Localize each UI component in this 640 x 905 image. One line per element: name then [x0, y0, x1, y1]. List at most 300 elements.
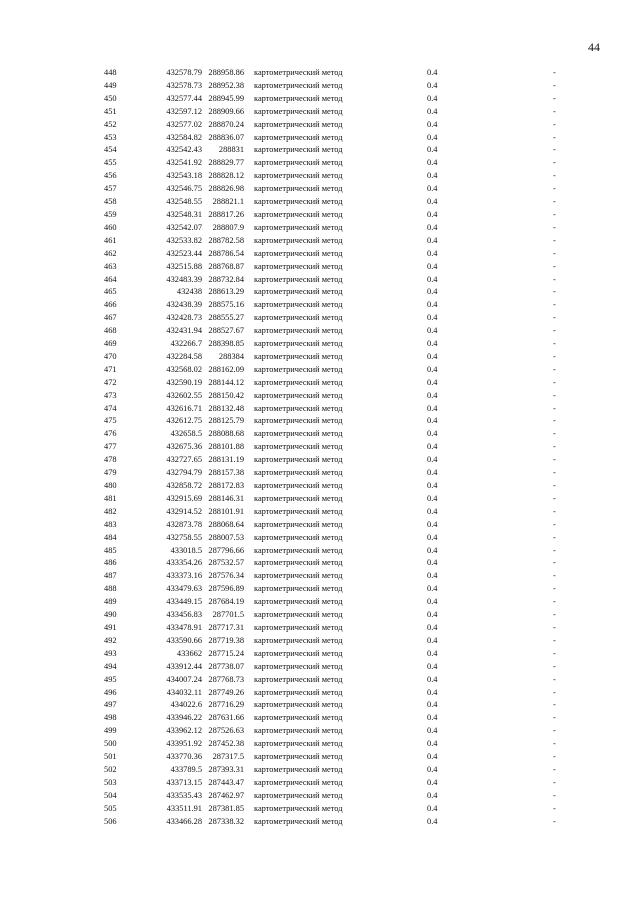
coordinate-y: 287749.26 — [208, 687, 244, 697]
accuracy-cell: 0.4 — [427, 674, 438, 684]
note-cell: - — [553, 261, 556, 271]
table-row — [0, 106, 640, 119]
accuracy-cell: 0.4 — [427, 429, 438, 439]
coordinate-y: 288088.68 — [208, 429, 244, 439]
note-cell: - — [553, 93, 556, 103]
method-cell: картометрический метод — [254, 390, 343, 400]
accuracy-cell: 0.4 — [427, 558, 438, 568]
table-row — [0, 661, 640, 674]
accuracy-cell: 0.4 — [427, 209, 438, 219]
table-row — [0, 803, 640, 816]
note-cell: - — [553, 519, 556, 529]
accuracy-cell: 0.4 — [427, 700, 438, 710]
method-cell: картометрический метод — [254, 481, 343, 490]
note-cell: - — [553, 300, 556, 310]
note-cell: - — [553, 661, 556, 671]
coordinate-y: 288828.12 — [208, 171, 244, 181]
accuracy-cell: 0.4 — [427, 364, 438, 374]
coordinate-y: 288146.31 — [208, 493, 244, 503]
coordinate-y: 288782.58 — [208, 235, 244, 245]
accuracy-cell: 0.4 — [427, 455, 438, 465]
coordinate-y: 288807.9 — [212, 222, 244, 232]
method-cell: картометрический метод — [254, 184, 343, 194]
table-row — [0, 570, 640, 583]
method-cell: картометрический метод — [254, 119, 343, 129]
note-cell: - — [553, 351, 556, 361]
note-cell: - — [553, 584, 556, 594]
note-cell: - — [553, 597, 556, 607]
coordinate-y: 287715.24 — [208, 648, 244, 658]
note-cell: - — [553, 403, 556, 413]
note-cell: - — [553, 390, 556, 400]
coordinate-y: 287338.32 — [208, 816, 244, 826]
point-number: 479 — [104, 468, 117, 478]
table-row — [0, 635, 640, 648]
method-cell: картометрический метод — [254, 145, 343, 155]
coordinate-x: 434022.6 — [170, 700, 202, 710]
coordinate-y: 287452.38 — [208, 739, 244, 749]
note-cell: - — [553, 764, 556, 774]
method-cell: картометрический метод — [254, 713, 343, 723]
accuracy-cell: 0.4 — [427, 326, 438, 336]
point-number: 480 — [104, 481, 117, 490]
method-cell: картометрический метод — [254, 326, 343, 336]
coordinate-x: 432542.43 — [166, 145, 202, 155]
method-cell: картометрический метод — [254, 506, 343, 516]
coordinate-x: 433535.43 — [166, 790, 202, 800]
accuracy-cell: 0.4 — [427, 287, 438, 297]
method-cell: картометрический метод — [254, 777, 343, 787]
table-row — [0, 454, 640, 467]
table-row — [0, 415, 640, 428]
table-row — [0, 609, 640, 622]
table-row — [0, 299, 640, 312]
point-number: 478 — [104, 455, 117, 465]
note-cell: - — [553, 313, 556, 323]
coordinate-x: 433449.15 — [166, 597, 202, 607]
coordinate-y: 288150.42 — [208, 390, 244, 400]
note-cell: - — [553, 481, 556, 490]
note-cell: - — [553, 726, 556, 736]
accuracy-cell: 0.4 — [427, 403, 438, 413]
method-cell: картометрический метод — [254, 351, 343, 361]
accuracy-cell: 0.4 — [427, 184, 438, 194]
coordinate-x: 432590.19 — [166, 377, 202, 387]
accuracy-cell: 0.4 — [427, 339, 438, 349]
coordinate-y: 288157.38 — [208, 468, 244, 478]
coordinate-x: 432758.55 — [166, 532, 202, 542]
note-cell: - — [553, 287, 556, 297]
coordinate-y: 288101.91 — [208, 506, 244, 516]
coordinate-x: 433373.16 — [166, 571, 202, 581]
table-row — [0, 506, 640, 519]
coordinate-y: 288821.1 — [212, 197, 244, 207]
coordinate-y: 287462.97 — [208, 790, 244, 800]
note-cell: - — [553, 532, 556, 542]
accuracy-cell: 0.4 — [427, 119, 438, 129]
point-number: 504 — [104, 790, 117, 800]
note-cell: - — [553, 442, 556, 452]
point-number: 453 — [104, 132, 117, 142]
coordinate-x: 432284.58 — [166, 351, 202, 361]
point-number: 503 — [104, 777, 117, 787]
accuracy-cell: 0.4 — [427, 377, 438, 387]
method-cell: картометрический метод — [254, 545, 343, 555]
table-row — [0, 428, 640, 441]
table-row — [0, 790, 640, 803]
point-number: 462 — [104, 248, 117, 258]
table-row — [0, 493, 640, 506]
accuracy-cell: 0.4 — [427, 390, 438, 400]
table-row — [0, 119, 640, 132]
method-cell: картометрический метод — [254, 197, 343, 207]
accuracy-cell: 0.4 — [427, 726, 438, 736]
note-cell: - — [553, 106, 556, 116]
note-cell: - — [553, 222, 556, 232]
note-cell: - — [553, 119, 556, 129]
accuracy-cell: 0.4 — [427, 351, 438, 361]
method-cell: картометрический метод — [254, 648, 343, 658]
method-cell: картометрический метод — [254, 468, 343, 478]
coordinate-x: 432658.5 — [170, 429, 202, 439]
accuracy-cell: 0.4 — [427, 248, 438, 258]
coordinate-x: 432548.31 — [166, 209, 202, 219]
coordinate-y: 287393.31 — [208, 764, 244, 774]
note-cell: - — [553, 80, 556, 90]
accuracy-cell: 0.4 — [427, 235, 438, 245]
table-row — [0, 545, 640, 558]
table-row — [0, 674, 640, 687]
point-number: 489 — [104, 597, 117, 607]
coordinate-x: 433770.36 — [166, 752, 202, 762]
coordinate-y: 288732.84 — [208, 274, 244, 284]
coordinate-y: 288836.07 — [208, 132, 244, 142]
table-row — [0, 351, 640, 364]
method-cell: картометрический метод — [254, 377, 343, 387]
point-number: 483 — [104, 519, 117, 529]
coordinate-y: 287532.57 — [208, 558, 244, 568]
accuracy-cell: 0.4 — [427, 442, 438, 452]
coordinate-x: 432584.82 — [166, 132, 202, 142]
point-number: 448 — [104, 68, 117, 77]
table-row — [0, 441, 640, 454]
table-row — [0, 377, 640, 390]
coordinate-x: 433478.91 — [166, 622, 202, 632]
method-cell: картометрический метод — [254, 803, 343, 813]
table-row — [0, 196, 640, 209]
method-cell: картометрический метод — [254, 661, 343, 671]
accuracy-cell: 0.4 — [427, 739, 438, 749]
note-cell: - — [553, 158, 556, 168]
note-cell: - — [553, 816, 556, 826]
coordinate-x: 432858.72 — [166, 481, 202, 490]
method-cell: картометрический метод — [254, 235, 343, 245]
note-cell: - — [553, 777, 556, 787]
table-row — [0, 261, 640, 274]
accuracy-cell: 0.4 — [427, 545, 438, 555]
coordinate-x: 432612.75 — [166, 416, 202, 426]
coordinate-x: 433354.26 — [166, 558, 202, 568]
coordinate-x: 432431.94 — [166, 326, 202, 336]
accuracy-cell: 0.4 — [427, 222, 438, 232]
point-number: 482 — [104, 506, 117, 516]
coordinate-y: 288768.87 — [208, 261, 244, 271]
method-cell: картометрический метод — [254, 571, 343, 581]
coordinate-y: 288870.24 — [208, 119, 244, 129]
method-cell: картометрический метод — [254, 222, 343, 232]
note-cell: - — [553, 687, 556, 697]
accuracy-cell: 0.4 — [427, 648, 438, 658]
coordinate-x: 432914.52 — [166, 506, 202, 516]
coordinate-x: 432727.65 — [166, 455, 202, 465]
table-row — [0, 699, 640, 712]
coordinate-y: 288909.66 — [208, 106, 244, 116]
coordinate-y: 288786.54 — [208, 248, 244, 258]
accuracy-cell: 0.4 — [427, 145, 438, 155]
method-cell: картометрический метод — [254, 700, 343, 710]
note-cell: - — [553, 571, 556, 581]
method-cell: картометрический метод — [254, 584, 343, 594]
note-cell: - — [553, 429, 556, 439]
point-number: 461 — [104, 235, 117, 245]
coordinate-x: 432578.73 — [166, 80, 202, 90]
table-row — [0, 816, 640, 829]
method-cell: картометрический метод — [254, 610, 343, 620]
coordinate-x: 433962.12 — [166, 726, 202, 736]
method-cell: картометрический метод — [254, 455, 343, 465]
point-number: 494 — [104, 661, 117, 671]
table-row — [0, 725, 640, 738]
point-number: 456 — [104, 171, 117, 181]
table-row — [0, 467, 640, 480]
accuracy-cell: 0.4 — [427, 519, 438, 529]
method-cell: картометрический метод — [254, 364, 343, 374]
table-row — [0, 183, 640, 196]
point-number: 498 — [104, 713, 117, 723]
table-row — [0, 751, 640, 764]
coordinate-y: 288831 — [218, 145, 244, 155]
method-cell: картометрический метод — [254, 493, 343, 503]
coordinate-x: 432483.39 — [166, 274, 202, 284]
note-cell: - — [553, 468, 556, 478]
coordinate-x: 432568.02 — [166, 364, 202, 374]
method-cell: картометрический метод — [254, 68, 343, 77]
table-row — [0, 764, 640, 777]
coordinate-y: 287684.19 — [208, 597, 244, 607]
point-number: 463 — [104, 261, 117, 271]
table-row — [0, 557, 640, 570]
method-cell: картометрический метод — [254, 558, 343, 568]
method-cell: картометрический метод — [254, 171, 343, 181]
note-cell: - — [553, 184, 556, 194]
coordinate-y: 288131.19 — [208, 455, 244, 465]
coordinate-x: 432266.7 — [170, 339, 202, 349]
table-row — [0, 67, 640, 80]
coordinate-x: 432548.55 — [166, 197, 202, 207]
point-number: 486 — [104, 558, 117, 568]
note-cell: - — [553, 622, 556, 632]
coordinate-x: 432438.39 — [166, 300, 202, 310]
coordinate-x: 433456.83 — [166, 610, 202, 620]
coordinate-x: 433018.5 — [170, 545, 202, 555]
coordinate-x: 433912.44 — [166, 661, 202, 671]
coordinate-y: 287443.47 — [208, 777, 244, 787]
method-cell: картометрический метод — [254, 635, 343, 645]
table-row — [0, 622, 640, 635]
coordinate-x: 432577.44 — [166, 93, 202, 103]
coordinate-y: 288613.29 — [208, 287, 244, 297]
point-number: 467 — [104, 313, 117, 323]
note-cell: - — [553, 197, 556, 207]
coordinate-y: 288125.79 — [208, 416, 244, 426]
point-number: 460 — [104, 222, 117, 232]
coordinate-x: 432602.55 — [166, 390, 202, 400]
table-row — [0, 274, 640, 287]
point-number: 473 — [104, 390, 117, 400]
note-cell: - — [553, 364, 556, 374]
point-number: 490 — [104, 610, 117, 620]
point-number: 471 — [104, 364, 117, 374]
accuracy-cell: 0.4 — [427, 274, 438, 284]
accuracy-cell: 0.4 — [427, 313, 438, 323]
point-number: 469 — [104, 339, 117, 349]
point-number: 472 — [104, 377, 117, 387]
note-cell: - — [553, 416, 556, 426]
coordinate-x: 432523.44 — [166, 248, 202, 258]
page-number: 44 — [588, 40, 600, 54]
coordinate-y: 287796.66 — [208, 545, 244, 555]
point-number: 506 — [104, 816, 117, 826]
accuracy-cell: 0.4 — [427, 790, 438, 800]
point-number: 474 — [104, 403, 117, 413]
accuracy-cell: 0.4 — [427, 261, 438, 271]
coordinate-y: 288945.99 — [208, 93, 244, 103]
coordinate-x: 433466.28 — [166, 816, 202, 826]
coordinate-y: 288829.77 — [208, 158, 244, 168]
method-cell: картометрический метод — [254, 752, 343, 762]
coordinate-x: 432515.88 — [166, 261, 202, 271]
coordinate-x: 432873.78 — [166, 519, 202, 529]
point-number: 451 — [104, 106, 117, 116]
coordinate-y: 288132.48 — [208, 403, 244, 413]
coordinate-x: 432543.18 — [166, 171, 202, 181]
point-number: 470 — [104, 351, 117, 361]
note-cell: - — [553, 235, 556, 245]
point-number: 496 — [104, 687, 117, 697]
coordinate-x: 432541.92 — [166, 158, 202, 168]
method-cell: картометрический метод — [254, 209, 343, 219]
method-cell: картометрический метод — [254, 429, 343, 439]
coordinate-x: 432428.73 — [166, 313, 202, 323]
coordinate-x: 433662 — [176, 648, 202, 658]
accuracy-cell: 0.4 — [427, 661, 438, 671]
table-row — [0, 132, 640, 145]
accuracy-cell: 0.4 — [427, 777, 438, 787]
method-cell: картометрический метод — [254, 274, 343, 284]
accuracy-cell: 0.4 — [427, 132, 438, 142]
note-cell: - — [553, 558, 556, 568]
coordinate-y: 287526.63 — [208, 726, 244, 736]
coordinate-y: 288144.12 — [208, 377, 244, 387]
table-row — [0, 480, 640, 493]
point-number: 464 — [104, 274, 117, 284]
point-number: 488 — [104, 584, 117, 594]
coordinate-y: 287738.07 — [208, 661, 244, 671]
note-cell: - — [553, 132, 556, 142]
accuracy-cell: 0.4 — [427, 158, 438, 168]
method-cell: картометрический метод — [254, 287, 343, 297]
point-number: 495 — [104, 674, 117, 684]
coordinate-y: 288826.98 — [208, 184, 244, 194]
table-row — [0, 532, 640, 545]
note-cell: - — [553, 339, 556, 349]
coordinate-y: 287596.89 — [208, 584, 244, 594]
accuracy-cell: 0.4 — [427, 106, 438, 116]
coordinate-x: 432578.79 — [166, 68, 202, 77]
point-number: 492 — [104, 635, 117, 645]
point-number: 468 — [104, 326, 117, 336]
point-number: 476 — [104, 429, 117, 439]
coordinate-y: 288384 — [218, 351, 244, 361]
accuracy-cell: 0.4 — [427, 300, 438, 310]
method-cell: картометрический метод — [254, 816, 343, 826]
accuracy-cell: 0.4 — [427, 635, 438, 645]
point-number: 501 — [104, 752, 117, 762]
coordinate-y: 288575.16 — [208, 300, 244, 310]
coordinate-y: 287631.66 — [208, 713, 244, 723]
coordinate-y: 288101.88 — [208, 442, 244, 452]
point-number: 458 — [104, 197, 117, 207]
coordinate-y: 288958.86 — [208, 68, 244, 77]
method-cell: картометрический метод — [254, 726, 343, 736]
note-cell: - — [553, 790, 556, 800]
point-number: 500 — [104, 739, 117, 749]
coordinate-x: 432597.12 — [166, 106, 202, 116]
accuracy-cell: 0.4 — [427, 764, 438, 774]
accuracy-cell: 0.4 — [427, 532, 438, 542]
note-cell: - — [553, 545, 556, 555]
table-row — [0, 687, 640, 700]
method-cell: картометрический метод — [254, 532, 343, 542]
table-row — [0, 777, 640, 790]
note-cell: - — [553, 209, 556, 219]
accuracy-cell: 0.4 — [427, 803, 438, 813]
coordinate-x: 433590.66 — [166, 635, 202, 645]
point-number: 484 — [104, 532, 117, 542]
accuracy-cell: 0.4 — [427, 816, 438, 826]
note-cell: - — [553, 377, 556, 387]
table-row — [0, 596, 640, 609]
coordinate-x: 432542.07 — [166, 222, 202, 232]
note-cell: - — [553, 610, 556, 620]
note-cell: - — [553, 674, 556, 684]
coordinate-y: 288007.53 — [208, 532, 244, 542]
coordinate-y: 288172.83 — [208, 481, 244, 490]
accuracy-cell: 0.4 — [427, 713, 438, 723]
coordinate-y: 288952.38 — [208, 80, 244, 90]
coordinate-y: 288555.27 — [208, 313, 244, 323]
table-row — [0, 364, 640, 377]
method-cell: картометрический метод — [254, 622, 343, 632]
coordinate-y: 287317.5 — [212, 752, 244, 762]
point-number: 487 — [104, 571, 117, 581]
coordinate-y: 288162.09 — [208, 364, 244, 374]
coordinate-x: 434007.24 — [166, 674, 202, 684]
method-cell: картометрический метод — [254, 790, 343, 800]
accuracy-cell: 0.4 — [427, 416, 438, 426]
point-number: 465 — [104, 287, 117, 297]
note-cell: - — [553, 713, 556, 723]
